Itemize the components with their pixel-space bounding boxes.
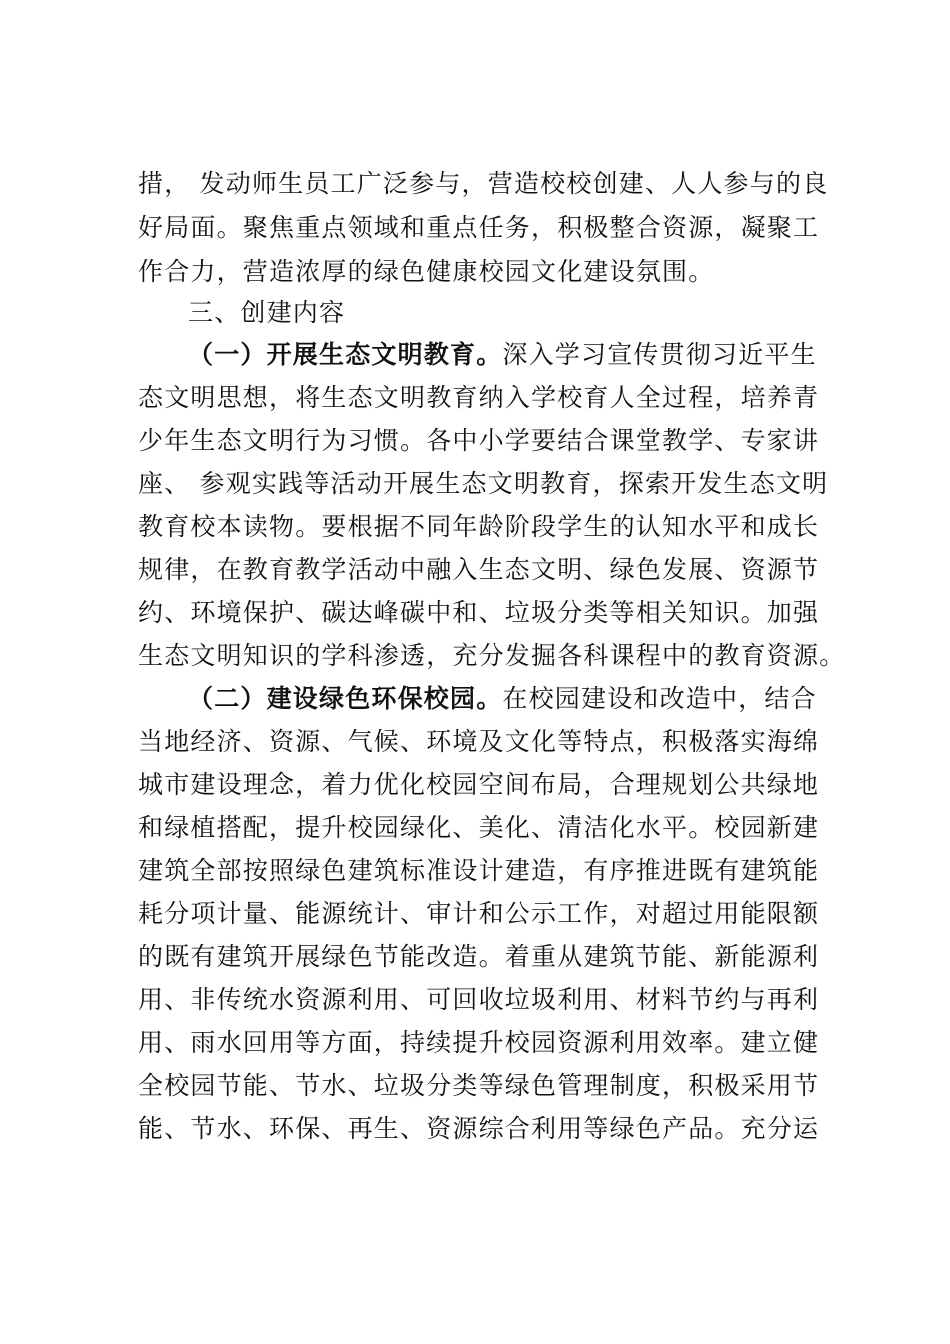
body-text-line: 和绿植搭配，提升校园绿化、美化、清洁化水平。校园新建 [138,813,820,842]
body-text-line: 教育校本读物。要根据不同年龄阶段学生的认知水平和成长 [138,512,820,541]
body-text-line: 措， 发动师生员工广泛参与，营造校校创建、人人参与的良 [138,169,829,198]
body-text-line: 好局面。聚焦重点领域和重点任务，积极整合资源，凝聚工 [138,213,820,242]
body-text-line: 用、雨水回用等方面，持续提升校园资源利用效率。建立健 [138,1028,820,1057]
body-text-line: 的既有建筑开展绿色节能改造。着重从建筑节能、新能源利 [138,942,820,971]
section-heading: 三、创建内容 [188,298,346,327]
body-text-line: 城市建设理念，着力优化校园空间布局，合理规划公共绿地 [138,770,820,799]
paragraph-first-line [188,335,828,375]
paragraph-first-line [188,679,828,719]
body-text-line: 座、 参观实践等活动开展生态文明教育，探索开发生态文明 [138,469,829,498]
body-text-line: 全校园节能、节水、垃圾分类等绿色管理制度，积极采用节 [138,1071,820,1100]
body-text-line: 作合力，营造浓厚的绿色健康校园文化建设氛围。 [138,257,715,286]
paragraph-text: 深入学习宣传贯彻习近平生 [502,340,817,369]
body-text-line: 生态文明知识的学科渗透，充分发掘各科课程中的教育资源。 [138,641,846,670]
body-text-line: 用、非传统水资源利用、可回收垃圾利用、材料节约与再利 [138,985,820,1014]
paragraph-text: 在校园建设和改造中，结合 [502,684,817,713]
subsection-heading: （二）建设绿色环保校园。 [188,684,503,713]
body-text-line: 耗分项计量、能源统计、审计和公示工作，对超过用能限额 [138,899,820,928]
body-text-line: 态文明思想，将生态文明教育纳入学校育人全过程，培养青 [138,383,820,412]
body-text-line: 约、环境保护、碳达峰碳中和、垃圾分类等相关知识。加强 [138,598,820,627]
body-text-line: 建筑全部按照绿色建筑标准设计建造，有序推进既有建筑能 [138,856,820,885]
body-text-line: 能、节水、环保、再生、资源综合利用等绿色产品。充分运 [138,1114,820,1143]
body-text-line: 当地经济、资源、气候、环境及文化等特点，积极落实海绵 [138,727,820,756]
body-text-line: 规律，在教育教学活动中融入生态文明、绿色发展、资源节 [138,555,820,584]
subsection-heading: （一）开展生态文明教育。 [188,340,503,369]
body-text-line: 少年生态文明行为习惯。各中小学要结合课堂教学、专家讲 [138,426,820,455]
